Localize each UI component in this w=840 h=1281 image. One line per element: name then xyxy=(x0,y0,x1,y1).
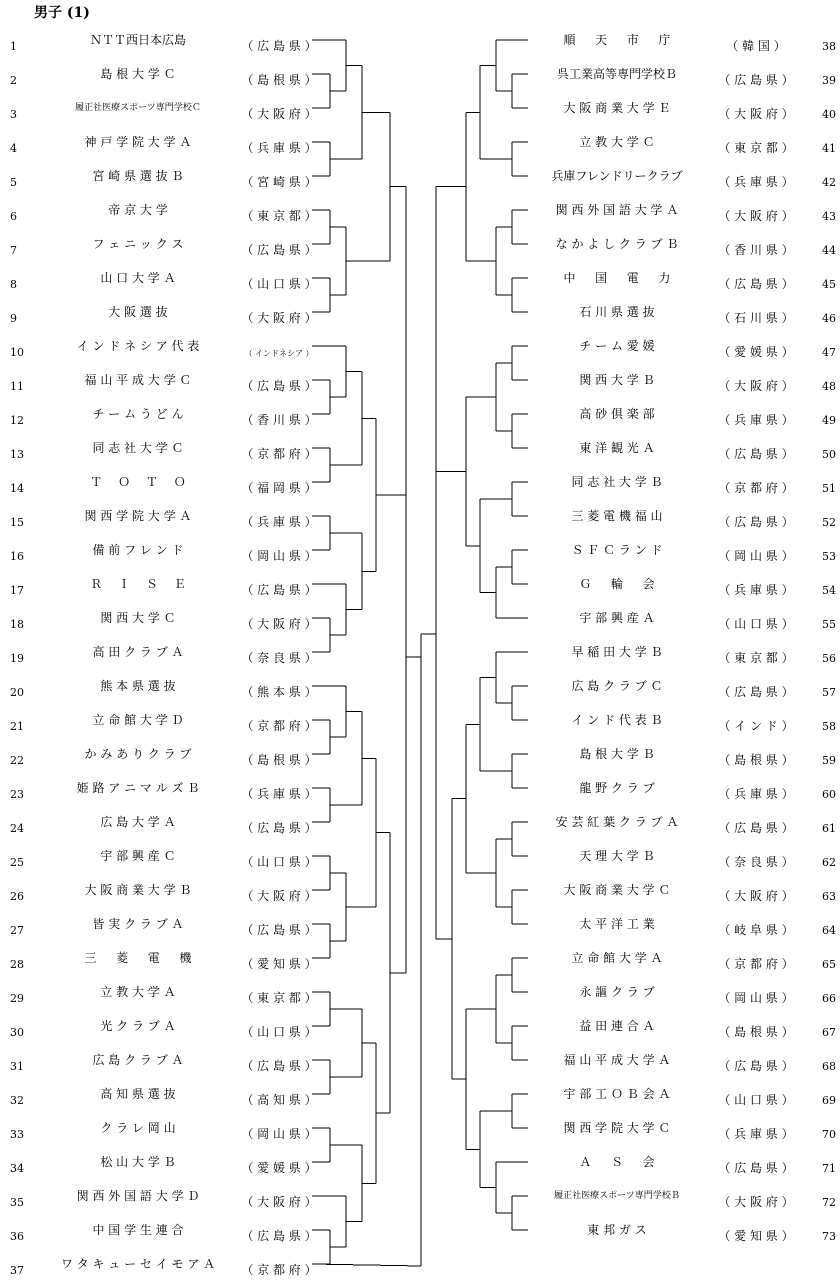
seed-number: 51 xyxy=(822,482,836,495)
team-prefecture: （ 山 口 県 ） xyxy=(718,1093,794,1107)
team-name: 大 阪 商 業 大 学 Ｃ xyxy=(563,883,671,897)
team-name: Ａ Ｓ 会 xyxy=(579,1155,655,1169)
team-name: 益 田 連 合 Ａ xyxy=(579,1019,655,1033)
seed-number: 42 xyxy=(822,176,836,189)
team-prefecture: （ 大 阪 府 ） xyxy=(241,311,317,325)
team-name: 関 西 学 院 大 学 Ｃ xyxy=(563,1121,671,1135)
team-prefecture: （ 広 島 県 ） xyxy=(241,1059,317,1073)
seed-number: 55 xyxy=(822,618,836,631)
seed-number: 70 xyxy=(822,1128,836,1141)
team-name: ワ タ キ ュ ー セ イ モ ア Ａ xyxy=(60,1257,216,1271)
team-name: 宇 部 興 産 Ｃ xyxy=(100,849,176,863)
team-prefecture: （ 大 阪 府 ） xyxy=(718,1195,794,1209)
team-prefecture: （ 東 京 都 ） xyxy=(241,991,317,1005)
team-name: 帝 京 大 学 xyxy=(108,203,168,217)
team-name: フ ェ ニ ッ ク ス xyxy=(92,237,184,251)
team-prefecture: （ 石 川 県 ） xyxy=(718,311,794,325)
seed-number: 6 xyxy=(10,210,17,223)
team-prefecture: （ 京 都 府 ） xyxy=(718,957,794,971)
team-name: ＮＴＴ西日本広島 xyxy=(89,33,186,47)
team-name: 大 阪 商 業 大 学 Ｂ xyxy=(84,883,192,897)
team-prefecture: （ 韓 国 ） xyxy=(726,39,786,53)
team-name: 履正社医療スポーツ専門学校Ｃ xyxy=(75,103,201,113)
team-name: Ｓ Ｆ Ｃ ラ ン ド xyxy=(571,543,663,557)
team-prefecture: （ インドネシア ） xyxy=(244,349,314,358)
seed-number: 7 xyxy=(10,244,17,257)
team-prefecture: （ 香 川 県 ） xyxy=(718,243,794,257)
seed-number: 31 xyxy=(10,1060,24,1073)
team-prefecture: （ 島 根 県 ） xyxy=(718,1025,794,1039)
seed-number: 73 xyxy=(822,1230,836,1243)
team-prefecture: （ 岡 山 県 ） xyxy=(241,1127,317,1141)
seed-number: 50 xyxy=(822,448,836,461)
team-name: 立 教 大 学 Ｃ xyxy=(579,135,655,149)
team-prefecture: （ 岐 阜 県 ） xyxy=(718,923,794,937)
team-prefecture: （ 山 口 県 ） xyxy=(718,617,794,631)
team-prefecture: （ 広 島 県 ） xyxy=(718,447,794,461)
seed-number: 12 xyxy=(10,414,24,427)
team-prefecture: （ 愛 媛 県 ） xyxy=(241,1161,317,1175)
team-prefecture: （ 広 島 県 ） xyxy=(241,243,317,257)
team-prefecture: （ 兵 庫 県 ） xyxy=(718,1127,794,1141)
team-prefecture: （ 広 島 県 ） xyxy=(718,1161,794,1175)
team-prefecture: （ 広 島 県 ） xyxy=(241,923,317,937)
seed-number: 13 xyxy=(10,448,24,461)
team-prefecture: （ 兵 庫 県 ） xyxy=(718,583,794,597)
team-name: 東 洋 観 光 Ａ xyxy=(579,441,655,455)
team-prefecture: （ 山 口 県 ） xyxy=(241,1025,317,1039)
seed-number: 47 xyxy=(822,346,836,359)
seed-number: 3 xyxy=(10,108,17,121)
seed-number: 64 xyxy=(822,924,836,937)
seed-number: 53 xyxy=(822,550,836,563)
team-prefecture: （ 宮 崎 県 ） xyxy=(241,175,317,189)
team-prefecture: （ 愛 媛 県 ） xyxy=(718,345,794,359)
team-name: な か よ し ク ラ ブ Ｂ xyxy=(555,237,679,251)
seed-number: 22 xyxy=(10,754,24,767)
seed-number: 52 xyxy=(822,516,836,529)
team-name: 高 砂 倶 楽 部 xyxy=(579,407,655,421)
team-name: 宇 部 工 Ｏ Ｂ 会 Ａ xyxy=(563,1087,671,1101)
team-name: 松 山 大 学 Ｂ xyxy=(100,1155,176,1169)
seed-number: 62 xyxy=(822,856,836,869)
seed-number: 66 xyxy=(822,992,836,1005)
team-prefecture: （ 山 口 県 ） xyxy=(241,855,317,869)
team-name: イ ン ド 代 表 Ｂ xyxy=(571,713,663,727)
team-name: Ｒ Ｉ Ｓ Ｅ xyxy=(90,577,186,591)
team-name: 皆 実 ク ラ ブ Ａ xyxy=(92,917,184,931)
team-prefecture: （ 大 阪 府 ） xyxy=(718,379,794,393)
team-prefecture: （ 岡 山 県 ） xyxy=(241,549,317,563)
team-prefecture: （ 広 島 県 ） xyxy=(241,39,317,53)
seed-number: 46 xyxy=(822,312,836,325)
team-prefecture: （ 東 京 都 ） xyxy=(718,651,794,665)
team-prefecture: （ 京 都 府 ） xyxy=(241,719,317,733)
seed-number: 15 xyxy=(10,516,24,529)
seed-number: 20 xyxy=(10,686,24,699)
team-name: 光 ク ラ ブ Ａ xyxy=(100,1019,176,1033)
team-prefecture: （ 兵 庫 県 ） xyxy=(241,787,317,801)
seed-number: 68 xyxy=(822,1060,836,1073)
seed-number: 65 xyxy=(822,958,836,971)
seed-number: 33 xyxy=(10,1128,24,1141)
team-name: 高 知 県 選 抜 xyxy=(100,1087,176,1101)
seed-number: 27 xyxy=(10,924,24,937)
seed-number: 9 xyxy=(10,312,17,325)
team-prefecture: （ 広 島 県 ） xyxy=(718,1059,794,1073)
team-prefecture: （ 広 島 県 ） xyxy=(241,1229,317,1243)
team-name: 三 菱 電 機 福 山 xyxy=(571,509,663,523)
seed-number: 23 xyxy=(10,788,24,801)
team-name: Ｇ 輪 会 xyxy=(579,577,655,591)
team-name: 同 志 社 大 学 Ｃ xyxy=(92,441,184,455)
team-prefecture: （ 奈 良 県 ） xyxy=(718,855,794,869)
team-prefecture: （ 大 阪 府 ） xyxy=(241,1195,317,1209)
team-name: 広 島 大 学 Ａ xyxy=(100,815,176,829)
seed-number: 16 xyxy=(10,550,24,563)
seed-number: 43 xyxy=(822,210,836,223)
team-name: チ ー ム う ど ん xyxy=(92,407,184,421)
seed-number: 56 xyxy=(822,652,836,665)
team-prefecture: （ 東 京 都 ） xyxy=(241,209,317,223)
team-prefecture: （ 福 岡 県 ） xyxy=(241,481,317,495)
seed-number: 39 xyxy=(822,74,836,87)
seed-number: 25 xyxy=(10,856,24,869)
seed-number: 28 xyxy=(10,958,24,971)
team-name: 関 西 外 国 語 大 学 Ａ xyxy=(555,203,679,217)
team-prefecture: （ イ ン ド ） xyxy=(718,719,794,733)
seed-number: 11 xyxy=(10,380,24,393)
seed-number: 37 xyxy=(10,1264,24,1277)
team-prefecture: （ 熊 本 県 ） xyxy=(241,685,317,699)
team-prefecture: （ 大 阪 府 ） xyxy=(241,617,317,631)
team-prefecture: （ 京 都 府 ） xyxy=(718,481,794,495)
team-prefecture: （ 島 根 県 ） xyxy=(718,753,794,767)
team-name: イ ン ド ネ シ ア 代 表 xyxy=(76,339,200,353)
team-name: ク ラ レ 岡 山 xyxy=(100,1121,176,1135)
seed-number: 71 xyxy=(822,1162,836,1175)
team-name: 立 命 館 大 学 Ａ xyxy=(571,951,663,965)
seed-number: 32 xyxy=(10,1094,24,1107)
team-name: か み あ り ク ラ ブ xyxy=(84,747,192,761)
seed-number: 24 xyxy=(10,822,24,835)
team-name: 神 戸 学 院 大 学 Ａ xyxy=(84,135,192,149)
team-name: 太 平 洋 工 業 xyxy=(579,917,655,931)
team-name: 安 芸 紅 葉 ク ラ ブ Ａ xyxy=(555,815,679,829)
team-prefecture: （ 奈 良 県 ） xyxy=(241,651,317,665)
team-prefecture: （ 東 京 都 ） xyxy=(718,141,794,155)
seed-number: 19 xyxy=(10,652,24,665)
seed-number: 35 xyxy=(10,1196,24,1209)
page-title: 男子 (1) xyxy=(34,5,90,21)
seed-number: 40 xyxy=(822,108,836,121)
team-prefecture: （ 広 島 県 ） xyxy=(718,515,794,529)
seed-number: 58 xyxy=(822,720,836,733)
seed-number: 2 xyxy=(10,74,17,87)
team-prefecture: （ 広 島 県 ） xyxy=(718,73,794,87)
team-name: 龍 野 ク ラ ブ xyxy=(579,781,655,795)
seed-number: 29 xyxy=(10,992,24,1005)
team-name: 天 理 大 学 Ｂ xyxy=(579,849,655,863)
seed-number: 54 xyxy=(822,584,836,597)
seed-number: 1 xyxy=(10,40,17,53)
team-name: 広 島 ク ラ ブ Ｃ xyxy=(571,679,663,693)
seed-number: 4 xyxy=(10,142,17,155)
team-name: 関 西 大 学 Ｃ xyxy=(100,611,176,625)
team-prefecture: （ 兵 庫 県 ） xyxy=(718,787,794,801)
team-prefecture: （ 広 島 県 ） xyxy=(241,379,317,393)
team-prefecture: （ 広 島 県 ） xyxy=(241,583,317,597)
team-name: Ｔ Ｏ Ｔ Ｏ xyxy=(90,475,186,489)
seed-number: 61 xyxy=(822,822,836,835)
seed-number: 48 xyxy=(822,380,836,393)
team-name: 関 西 学 院 大 学 Ａ xyxy=(84,509,192,523)
team-prefecture: （ 大 阪 府 ） xyxy=(241,889,317,903)
team-name: 呉工業高等専門学校Ｂ xyxy=(556,67,677,81)
seed-number: 21 xyxy=(10,720,24,733)
seed-number: 49 xyxy=(822,414,836,427)
team-name: 立 命 館 大 学 Ｄ xyxy=(92,713,184,727)
team-prefecture: （ 広 島 県 ） xyxy=(241,821,317,835)
team-prefecture: （ 兵 庫 県 ） xyxy=(241,141,317,155)
seed-number: 26 xyxy=(10,890,24,903)
team-prefecture: （ 愛 知 県 ） xyxy=(241,957,317,971)
team-name: 早 稲 田 大 学 Ｂ xyxy=(571,645,663,659)
team-name: 高 田 ク ラ ブ Ａ xyxy=(92,645,184,659)
bracket-line xyxy=(312,1264,421,1266)
team-name: 姫 路 ア ニ マ ル ズ Ｂ xyxy=(76,781,200,795)
team-name: 立 教 大 学 Ａ xyxy=(100,985,176,999)
team-name: 島 根 大 学 Ｂ xyxy=(579,747,655,761)
seed-number: 44 xyxy=(822,244,836,257)
team-name: 同 志 社 大 学 Ｂ xyxy=(571,475,663,489)
team-prefecture: （ 大 阪 府 ） xyxy=(718,889,794,903)
team-name: 備 前 フ レ ン ド xyxy=(92,543,184,557)
seed-number: 14 xyxy=(10,482,24,495)
team-name: 熊 本 県 選 抜 xyxy=(100,679,176,693)
seed-number: 5 xyxy=(10,176,17,189)
team-prefecture: （ 高 知 県 ） xyxy=(241,1093,317,1107)
seed-number: 57 xyxy=(822,686,836,699)
team-name: 宇 部 興 産 Ａ xyxy=(579,611,655,625)
team-prefecture: （ 大 阪 府 ） xyxy=(718,209,794,223)
team-prefecture: （ 愛 知 県 ） xyxy=(718,1229,794,1243)
seed-number: 36 xyxy=(10,1230,24,1243)
team-prefecture: （ 兵 庫 県 ） xyxy=(718,175,794,189)
team-name: 島 根 大 学 Ｃ xyxy=(100,67,176,81)
team-prefecture: （ 岡 山 県 ） xyxy=(718,549,794,563)
team-name: 関 西 大 学 Ｂ xyxy=(579,373,655,387)
seed-number: 8 xyxy=(10,278,17,291)
team-prefecture: （ 京 都 府 ） xyxy=(241,447,317,461)
seed-number: 72 xyxy=(822,1196,836,1209)
team-name: 三 菱 電 機 xyxy=(84,951,192,965)
team-prefecture: （ 山 口 県 ） xyxy=(241,277,317,291)
team-name: チ ー ム 愛 媛 xyxy=(579,339,655,353)
team-name: 福 山 平 成 大 学 Ａ xyxy=(563,1053,671,1067)
team-name: 石 川 県 選 抜 xyxy=(579,305,655,319)
seed-number: 67 xyxy=(822,1026,836,1039)
team-name: 兵庫フレンドリークラブ xyxy=(551,169,683,183)
seed-number: 18 xyxy=(10,618,24,631)
team-prefecture: （ 島 根 県 ） xyxy=(241,73,317,87)
team-name: 中 国 学 生 連 合 xyxy=(92,1223,184,1237)
team-name: 履正社医療スポーツ専門学校Ｂ xyxy=(554,1191,680,1201)
seed-number: 63 xyxy=(822,890,836,903)
team-name: 福 山 平 成 大 学 Ｃ xyxy=(84,373,192,387)
seed-number: 10 xyxy=(10,346,24,359)
team-prefecture: （ 島 根 県 ） xyxy=(241,753,317,767)
team-prefecture: （ 大 阪 府 ） xyxy=(241,107,317,121)
team-name: 中 国 電 力 xyxy=(563,271,671,285)
team-name: 永 謳 ク ラ ブ xyxy=(579,985,655,999)
seed-number: 30 xyxy=(10,1026,24,1039)
seed-number: 41 xyxy=(822,142,836,155)
team-name: 関 西 外 国 語 大 学 Ｄ xyxy=(76,1189,200,1203)
team-name: 東 邦 ガ ス xyxy=(587,1223,647,1237)
team-prefecture: （ 広 島 県 ） xyxy=(718,821,794,835)
team-prefecture: （ 広 島 県 ） xyxy=(718,685,794,699)
team-prefecture: （ 大 阪 府 ） xyxy=(718,107,794,121)
team-name: 順 天 市 庁 xyxy=(563,33,671,47)
team-prefecture: （ 香 川 県 ） xyxy=(241,413,317,427)
team-name: 広 島 ク ラ ブ Ａ xyxy=(92,1053,184,1067)
seed-number: 59 xyxy=(822,754,836,767)
seed-number: 34 xyxy=(10,1162,24,1175)
team-name: 宮 崎 県 選 抜 Ｂ xyxy=(92,169,184,183)
seed-number: 17 xyxy=(10,584,24,597)
team-prefecture: （ 兵 庫 県 ） xyxy=(718,413,794,427)
team-prefecture: （ 広 島 県 ） xyxy=(718,277,794,291)
team-prefecture: （ 岡 山 県 ） xyxy=(718,991,794,1005)
seed-number: 45 xyxy=(822,278,836,291)
team-name: 大 阪 選 抜 xyxy=(108,305,168,319)
team-prefecture: （ 京 都 府 ） xyxy=(241,1263,317,1277)
seed-number: 69 xyxy=(822,1094,836,1107)
team-prefecture: （ 兵 庫 県 ） xyxy=(241,515,317,529)
seed-number: 38 xyxy=(822,40,836,53)
team-name: 山 口 大 学 Ａ xyxy=(100,271,176,285)
seed-number: 60 xyxy=(822,788,836,801)
team-name: 大 阪 商 業 大 学 Ｅ xyxy=(563,101,671,115)
